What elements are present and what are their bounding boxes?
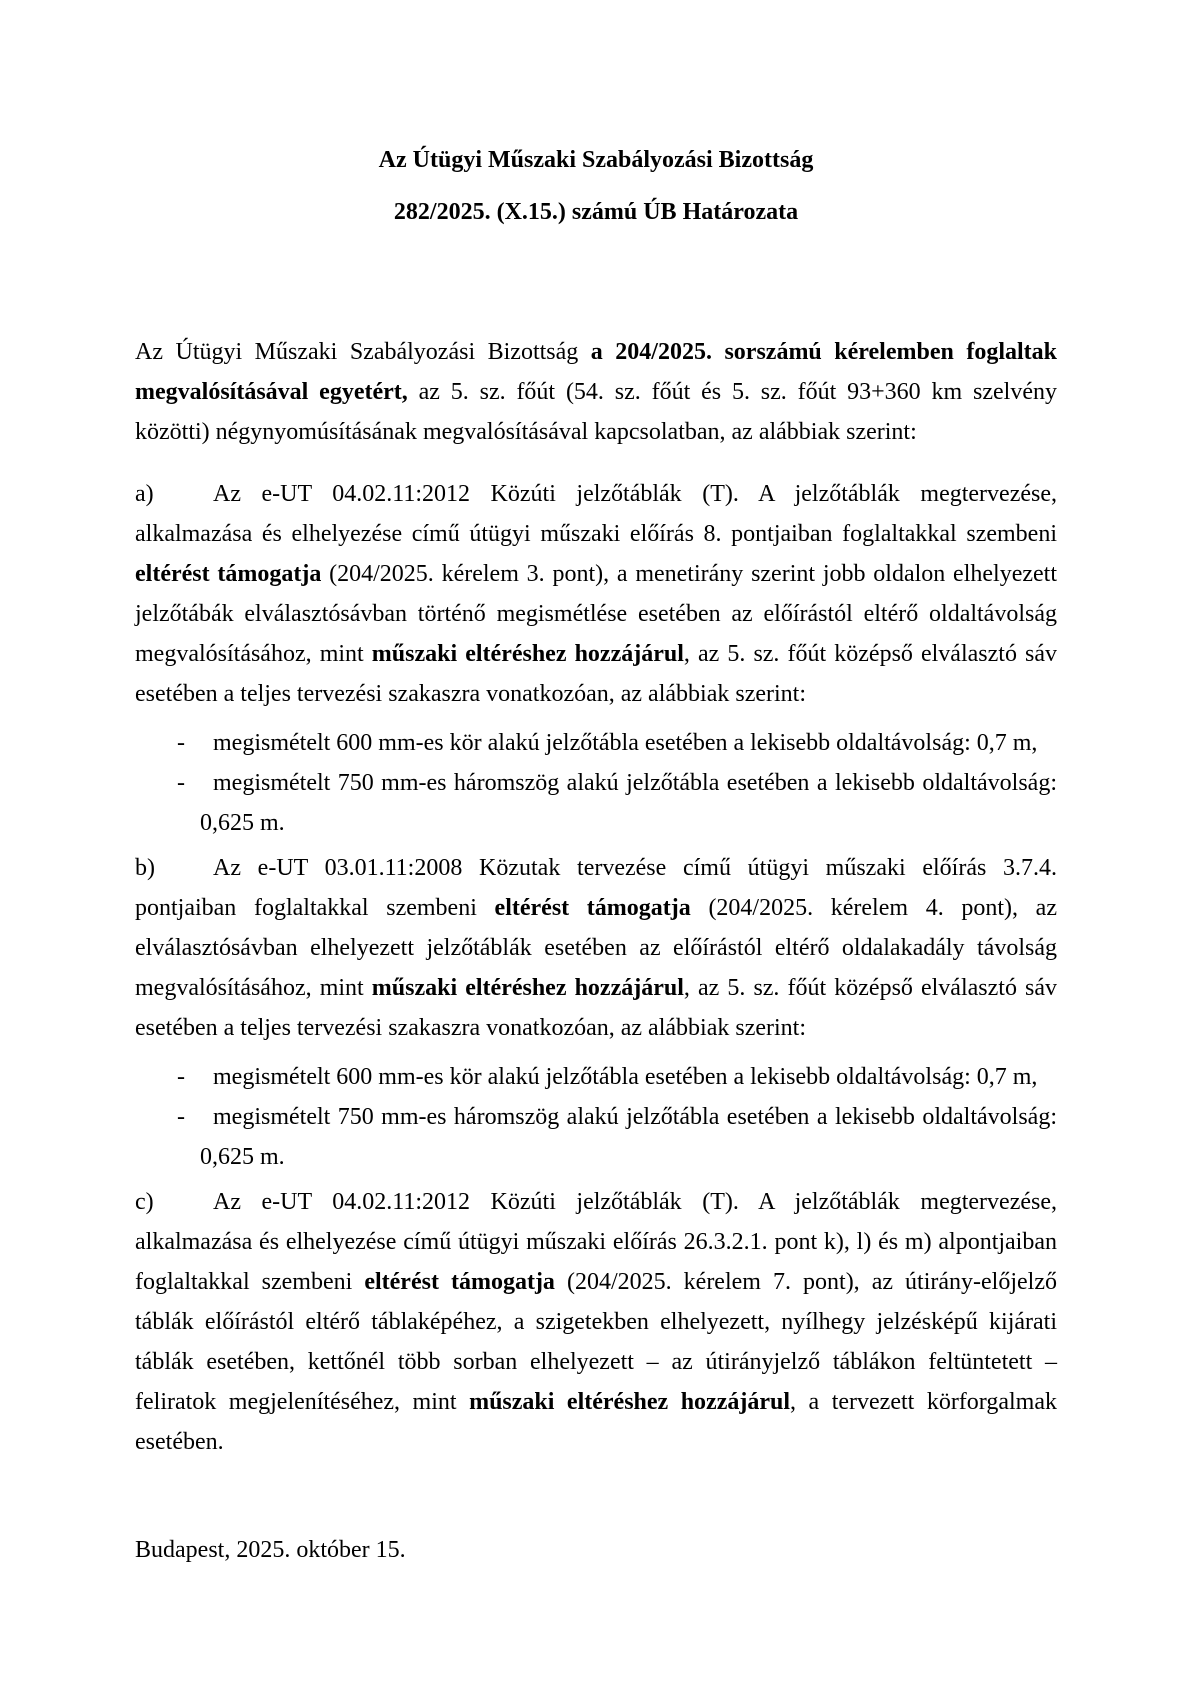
bullet-dash: - bbox=[177, 1104, 185, 1130]
item-a-paragraph bbox=[135, 474, 1057, 714]
item-a-text-2: (204/2025. kérelem 3. pont), a menetirány szerint jobb oldalon elhelyezett jelzőtábák elválasztósávban történő megismétlése esetében az előírástól eltérő oldaltávolság megvalósításához, mint bbox=[135, 561, 1057, 667]
dateline: Budapest, 2025. október 15. bbox=[135, 1537, 406, 1563]
bullet-item bbox=[177, 1097, 1057, 1177]
item-b-paragraph bbox=[135, 848, 1057, 1048]
item-c-text-bold-2: műszaki eltéréshez hozzájárul bbox=[469, 1389, 791, 1415]
bullet-dash: - bbox=[177, 730, 185, 756]
item-c-text-bold-1: eltérést támogatja bbox=[364, 1269, 555, 1295]
bullet-b2-text: megismételt 750 mm-es háromszög alakú jelzőtábla esetében a lekisebb oldaltávolság: 0,625 m. bbox=[200, 1104, 1057, 1170]
item-a-text-bold-1: eltérést támogatja bbox=[135, 561, 322, 587]
doc-number: 282/2025. (X.15.) számú ÚB Határozata bbox=[393, 199, 799, 225]
item-a-text-3: , az 5. sz. főút középső elválasztó sáv esetében a teljes tervezési szakaszra vonatkozóan, az alábbiak szerint: bbox=[135, 641, 1058, 707]
item-b-text-2: (204/2025. kérelem 4. pont), az elválasztósávban elhelyezett jelzőtáblák esetében az előírástól eltérő oldalakadály távolság megvalósításához, mint bbox=[135, 895, 1057, 1001]
item-b-text-3: , az 5. sz. főút középső elválasztó sáv esetében a teljes tervezési szakaszra vonatkozóan, az alábbiak szerint: bbox=[135, 975, 1058, 1041]
item-c-text-1: Az e-UT 04.02.11:2012 Közúti jelzőtáblák (T). A jelzőtáblák megtervezése, alkalmazása és elhelyezése című útügyi műszaki előírás 26.3.2.1. pont k), l) és m) alpontjaiban foglaltakkal szembeni bbox=[135, 1189, 1057, 1295]
item-a-text-bold-2: műszaki eltéréshez hozzájárul bbox=[371, 641, 684, 667]
bullet-a2-text: megismételt 750 mm-es háromszög alakú jelzőtábla esetében a lekisebb oldaltávolság: 0,625 m. bbox=[200, 770, 1057, 836]
intro-text-2: az 5. sz. főút (54. sz. főút és 5. sz. főút 93+360 km szelvény közötti) négynyomúsításának megvalósításával kapcsolatban, az alábbiak szerint: bbox=[135, 379, 1057, 445]
item-b-text-bold-1: eltérést támogatja bbox=[494, 895, 691, 921]
item-c-label: c) bbox=[135, 1189, 154, 1215]
bullet-a1-text: megismételt 600 mm-es kör alakú jelzőtábla esetében a lekisebb oldaltávolság: 0,7 m, bbox=[213, 730, 1038, 756]
intro-text-bold: a 204/2025. sorszámú kérelemben foglaltak megvalósításával egyetért, bbox=[135, 339, 1057, 405]
item-a-label: a) bbox=[135, 481, 154, 507]
bullet-dash: - bbox=[177, 1064, 185, 1090]
item-b-label: b) bbox=[135, 855, 155, 881]
item-c-text-2: (204/2025. kérelem 7. pont), az útirány-előjelző táblák előírástól eltérő táblaképéhez, a szigetekben elhelyezett, nyílhegy jelzésképű kijárati táblák esetében, kettőnél több sorban elhelyezett – az útirányjelző táblákon feltüntetett – feliratok megjelenítéséhez, mint bbox=[135, 1269, 1057, 1415]
bullet-item bbox=[177, 1057, 1057, 1097]
bullet-item bbox=[177, 723, 1057, 763]
bullet-b1-text: megismételt 600 mm-es kör alakú jelzőtábla esetében a lekisebb oldaltávolság: 0,7 m, bbox=[213, 1064, 1038, 1090]
bullet-dash: - bbox=[177, 770, 185, 796]
bullet-item bbox=[177, 763, 1057, 843]
item-b-text-bold-2: műszaki eltéréshez hozzájárul bbox=[371, 975, 684, 1001]
bullet-list-a bbox=[177, 723, 1057, 843]
doc-title: Az Útügyi Műszaki Szabályozási Bizottság bbox=[378, 147, 814, 173]
bullet-list-b bbox=[177, 1057, 1057, 1177]
item-b-text-1: Az e-UT 03.01.11:2008 Közutak tervezése című útügyi műszaki előírás 3.7.4. pontjaiban foglaltakkal szembeni bbox=[135, 855, 1057, 921]
intro-paragraph bbox=[135, 332, 1057, 452]
intro-text-1: Az Útügyi Műszaki Szabályozási Bizottság bbox=[135, 339, 591, 365]
item-a-text-1: Az e-UT 04.02.11:2012 Közúti jelzőtáblák (T). A jelzőtáblák megtervezése, alkalmazása és elhelyezése című útügyi műszaki előírás 8. pontjaiban foglaltakkal szembeni bbox=[135, 481, 1057, 547]
item-c-paragraph bbox=[135, 1182, 1057, 1462]
item-c-text-3: , a tervezett körforgalmak esetében. bbox=[135, 1389, 1058, 1455]
